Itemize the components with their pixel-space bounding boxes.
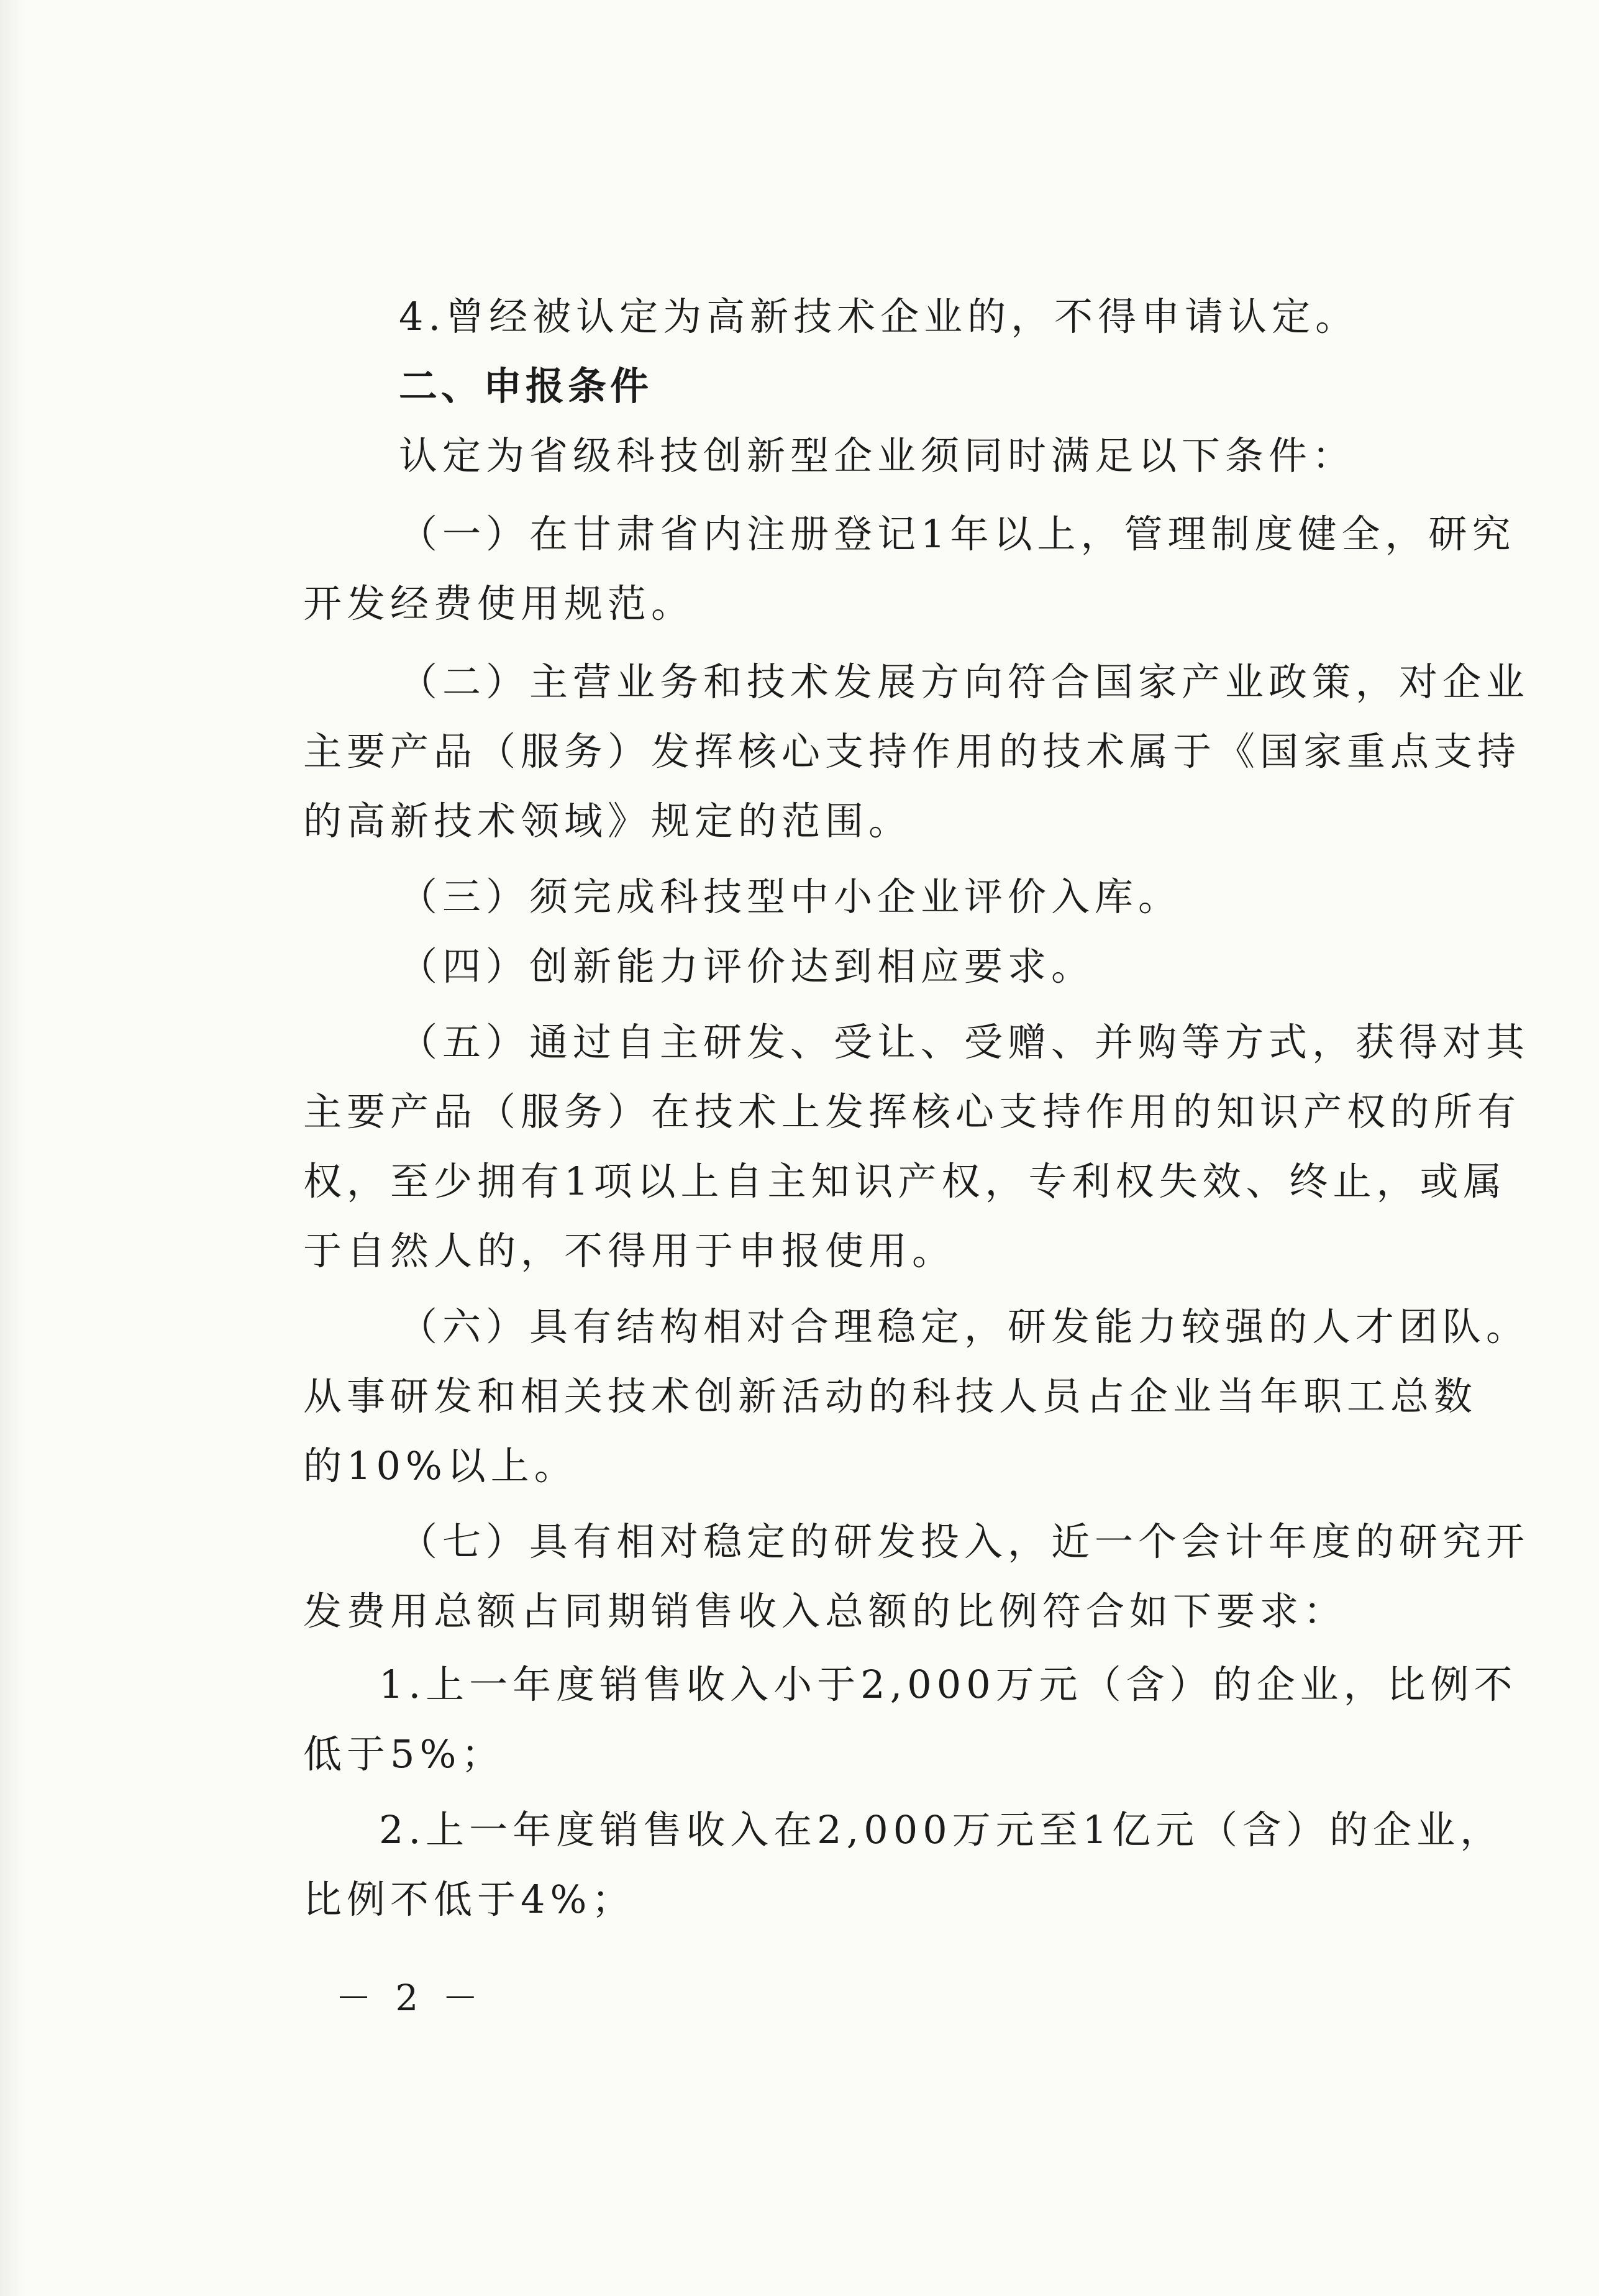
intro-line: 认定为省级科技创新型企业须同时满足以下条件： [399, 433, 1356, 478]
scan-edge-shadow [0, 0, 25, 2296]
condition-6-line-1: （六）具有结构相对合理稳定，研发能力较强的人才团队。 [399, 1304, 1530, 1349]
condition-1-line-1: （一）在甘肃省内注册登记1年以上，管理制度健全，研究 [399, 511, 1516, 557]
condition-3-line: （三）须完成科技型中小企业评价入库。 [399, 874, 1182, 919]
condition-6-line-2: 从事研发和相关技术创新活动的科技人员占企业当年职工总数 [303, 1374, 1478, 1419]
condition-2-line-2: 主要产品（服务）发挥核心支持作用的技术属于《国家重点支持 [303, 729, 1521, 774]
condition-2-line-3: 的高新技术领域》规定的范围。 [303, 798, 913, 844]
condition-7-line-1: （七）具有相对稳定的研发投入，近一个会计年度的研究开 [399, 1519, 1530, 1564]
condition-5-line-1: （五）通过自主研发、受让、受赠、并购等方式，获得对其 [399, 1019, 1530, 1065]
condition-2-line-1: （二）主营业务和技术发展方向符合国家产业政策，对企业 [399, 659, 1530, 704]
condition-1-line-2: 开发经费使用规范。 [303, 581, 695, 626]
page-number: － 2 － [335, 1977, 485, 2019]
condition-5-line-3: 权，至少拥有1项以上自主知识产权，专利权失效、终止，或属 [303, 1159, 1507, 1204]
subitem-2-line-2: 比例不低于4%； [303, 1877, 636, 1922]
section-heading: 二、申报条件 [399, 363, 653, 409]
condition-4-line: （四）创新能力评价达到相应要求。 [399, 944, 1095, 989]
condition-6-line-3: 的10%以上。 [303, 1443, 578, 1488]
condition-7-line-2: 发费用总额占同期销售收入总额的比例符合如下要求： [303, 1588, 1347, 1634]
subitem-1-line-1: 1.上一年度销售收入小于2,000万元（含）的企业，比例不 [379, 1662, 1518, 1707]
condition-5-line-2: 主要产品（服务）在技术上发挥核心支持作用的知识产权的所有 [303, 1089, 1521, 1134]
subitem-1-line-2: 低于5%； [303, 1731, 505, 1777]
condition-5-line-4: 于自然人的，不得用于申报使用。 [303, 1228, 956, 1273]
item-4-line: 4.曾经被认定为高新技术企业的，不得申请认定。 [399, 294, 1359, 339]
subitem-2-line-1: 2.上一年度销售收入在2,000万元至1亿元（含）的企业， [379, 1807, 1504, 1852]
